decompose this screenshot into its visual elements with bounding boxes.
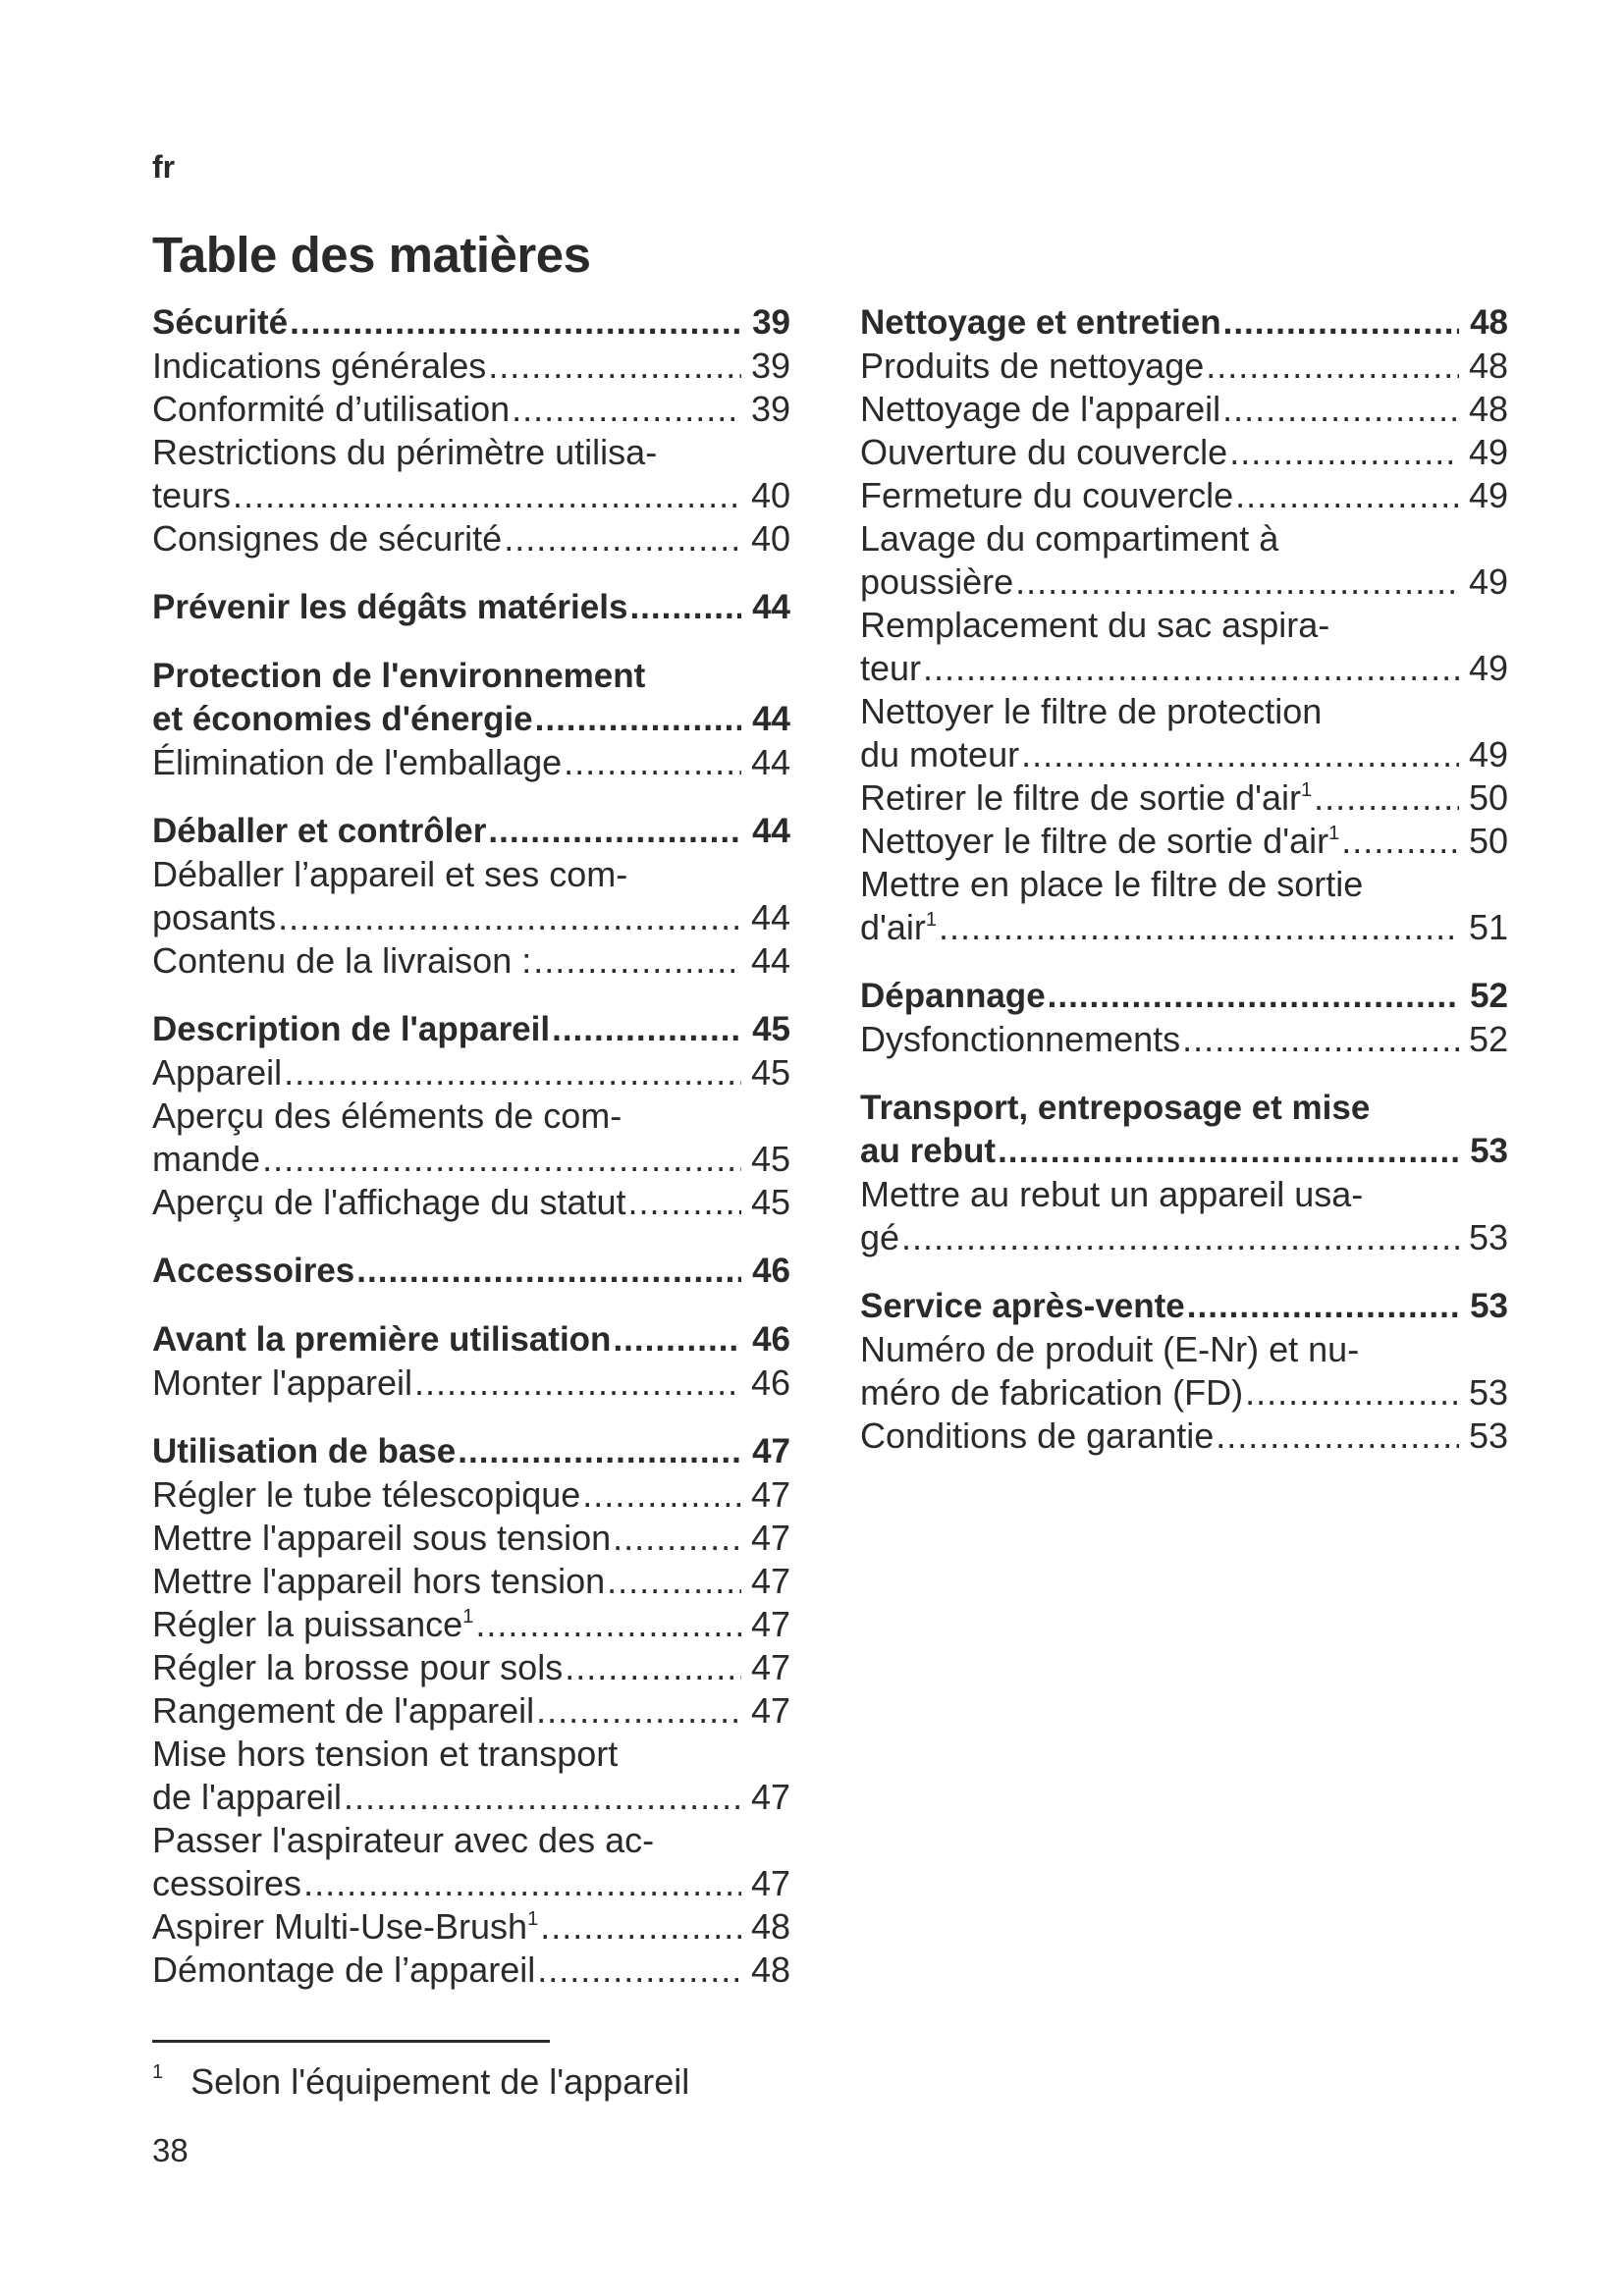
footnote-separator [152,2040,550,2043]
dot-leader [1222,388,1459,431]
toc-entry[interactable] [152,474,790,517]
entry-title-line: Aperçu des éléments de com- [152,1095,623,1136]
page-ref: 44 [752,812,790,850]
section-title [860,1130,996,1173]
toc-entry[interactable] [152,1051,790,1095]
page-ref: 40 [750,475,790,515]
entry-title-line: Mettre en place le filtre de sortie [860,864,1364,904]
dot-leader [1314,776,1459,820]
dot-leader [1235,474,1459,517]
section-title [152,1008,550,1051]
title-text: méro de fabrication (FD) [860,1372,1244,1413]
entry-title [860,647,921,690]
title-text: Monter l'appareil [152,1362,413,1403]
entry-title [152,1949,535,1992]
entry-title [152,896,276,939]
dot-leader [1182,1018,1459,1061]
page-ref: 53 [1468,1372,1508,1413]
page-ref: 53 [1468,1217,1508,1257]
page-ref: 47 [750,1690,790,1731]
page-ref: 47 [750,1777,790,1817]
entry-title [860,1216,899,1259]
entry-title [152,1905,538,1949]
toc-section [152,1008,790,1224]
title-text: du moteur [860,734,1020,774]
toc-entry[interactable] [860,776,1508,820]
toc-entry[interactable] [152,1517,790,1560]
toc-entry[interactable] [152,1560,790,1603]
footnote-ref: 1 [925,909,938,931]
title-text: Accessoires [152,1252,355,1290]
entry-title [152,741,562,784]
title-text: Mettre l'appareil sous tension [152,1518,612,1558]
entry-title [152,1560,605,1603]
dot-leader [535,698,741,741]
entry-title [152,388,510,431]
toc-entry[interactable] [860,906,1508,949]
toc-entry[interactable] [152,1862,790,1905]
entry-title [152,1646,563,1689]
dot-leader [613,1318,741,1362]
dot-leader [262,1138,741,1181]
title-text: Démontage de l’appareil [152,1949,536,1990]
toc-entry[interactable] [860,1018,1508,1061]
entry-title [860,906,937,949]
entry-title [152,1862,301,1905]
footnote-text: Selon l'équipement de l'appareil [190,2061,690,2102]
dot-leader [607,1560,741,1603]
page-ref: 46 [750,1362,790,1403]
footnote-marker: 1 [152,2061,164,2083]
page-ref: 52 [1468,1019,1508,1059]
title-text: Utilisation de base [152,1432,457,1470]
footnote [152,2061,689,2103]
page-ref: 51 [1468,907,1508,947]
toc-entry[interactable] [152,896,790,939]
title-text: Aspirer Multi-Use-Brush [152,1906,528,1947]
toc-section [152,1318,790,1405]
dot-leader [290,301,741,345]
entry-title-line: Numéro de produit (E-Nr) et nu- [860,1329,1360,1369]
title-text: Conformité d’utilisation [152,389,511,429]
page-ref: 45 [750,1182,790,1222]
page-ref: 46 [752,1252,790,1290]
toc-section-heading[interactable] [152,1318,790,1362]
entry-title [152,517,502,561]
entry-title [152,1051,282,1095]
toc-section-heading[interactable] [152,1250,790,1293]
page-ref: 49 [1468,734,1508,774]
title-text: Mettre l'appareil hors tension [152,1561,606,1601]
toc-section-heading[interactable] [152,1008,790,1051]
dot-leader [414,1362,741,1405]
toc-entry[interactable] [860,1371,1508,1415]
dot-leader [1223,301,1459,345]
toc-section [152,810,790,983]
entry-title [152,1517,611,1560]
entry-title [152,1473,580,1517]
section-title [152,1430,456,1473]
title-text: Contenu de la livraison : [152,940,532,981]
page-ref: 39 [750,346,790,386]
title-text: Rangement de l'appareil [152,1690,535,1731]
title-text: Régler la puissance [152,1604,463,1644]
entry-title [860,474,1233,517]
page-ref: 48 [750,1906,790,1947]
dot-leader [233,474,741,517]
entry-title [860,820,1339,863]
toc-entry[interactable] [152,1689,790,1733]
page-ref: 49 [1468,475,1508,515]
dot-leader [475,1603,741,1646]
title-text: Indications générales [152,346,487,386]
page-ref: 52 [1470,977,1508,1015]
title-text: Élimination de l'emballage [152,742,563,782]
title-text: Produits de nettoyage [860,346,1205,386]
title-text: Dépannage [860,977,1046,1015]
section-title [152,698,533,741]
toc-entry[interactable] [860,1415,1508,1458]
title-text: Nettoyage et entretien [860,303,1221,342]
dot-leader [901,1216,1459,1259]
title-text: Régler la brosse pour sols [152,1647,564,1687]
toc-entry[interactable] [152,1181,790,1224]
toc-entry[interactable] [152,1138,790,1181]
title-text: Sécurité [152,303,289,342]
page-title: Table des matières [152,227,591,283]
page-ref: 39 [750,389,790,429]
footnote-ref: 1 [527,1908,539,1930]
toc-section-heading[interactable] [860,1130,1508,1173]
entry-title [152,1603,473,1646]
dot-leader [537,1949,741,1992]
entry-title-line: Passer l'aspirateur avec des ac- [152,1820,655,1860]
entry-title-line: Mettre au rebut un appareil usa- [860,1174,1364,1214]
toc-entry[interactable] [860,561,1508,604]
dot-leader [512,388,741,431]
title-text: Conditions de garantie [860,1415,1215,1456]
title-text: Service après-vente [860,1287,1185,1325]
entry-title [860,1018,1180,1061]
dot-leader [488,810,741,853]
entry-title [152,345,486,388]
page-ref: 45 [750,1139,790,1179]
toc-entry[interactable] [860,388,1508,431]
title-text: Déballer et contrôler [152,812,487,850]
page-ref: 44 [750,940,790,981]
title-text: Appareil [152,1052,283,1093]
toc-entry[interactable] [152,517,790,561]
footnote-ref: 1 [462,1606,474,1628]
dot-leader [1229,431,1459,474]
page-ref: 50 [1468,821,1508,861]
title-text: Fermeture du couvercle [860,475,1234,515]
footnote-ref: 1 [1328,823,1340,844]
page-ref: 39 [752,303,790,342]
section-title [860,301,1221,345]
toc-entry[interactable] [152,1603,790,1646]
toc-entry[interactable] [152,1646,790,1689]
title-text: teur [860,648,922,688]
page-ref: 47 [750,1518,790,1558]
page-ref: 50 [1468,777,1508,818]
dot-leader [458,1430,741,1473]
dot-leader [1187,1285,1459,1328]
title-text: poussière [860,561,1014,602]
entry-title [152,1138,260,1181]
page-ref: 44 [752,700,790,738]
title-text: d'air [860,907,926,947]
dot-leader [1206,345,1459,388]
toc-section-heading[interactable] [152,698,790,741]
page-ref: 48 [1468,346,1508,386]
dot-leader [536,1689,741,1733]
page-ref: 53 [1470,1287,1508,1325]
toc-entry[interactable] [860,345,1508,388]
toc-entry[interactable] [860,431,1508,474]
title-text: Avant la première utilisation [152,1320,612,1359]
entry-title-line: Remplacement du sac aspira- [860,605,1330,645]
toc-section [152,586,790,629]
toc-entry[interactable] [152,1776,790,1819]
dot-leader [629,586,741,629]
page-number: 38 [152,2132,189,2168]
title-text: Régler le tube télescopique [152,1474,581,1515]
page-ref: 49 [1468,561,1508,602]
page-ref: 45 [750,1052,790,1093]
title-text: teurs [152,475,232,515]
entry-title [860,431,1227,474]
entry-title [152,1776,342,1819]
dot-leader [1341,820,1459,863]
section-title [152,301,288,345]
page-ref: 53 [1468,1415,1508,1456]
page-ref: 47 [750,1474,790,1515]
toc-section-heading[interactable] [152,810,790,853]
section-title [152,810,486,853]
page-ref: 53 [1470,1132,1508,1170]
entry-title-line: Mise hors tension et transport [152,1734,619,1774]
entry-title [860,776,1312,820]
entry-title [152,1689,534,1733]
toc-section [152,301,790,561]
toc-entry[interactable] [152,1362,790,1405]
title-text: Consignes de sécurité [152,518,503,559]
toc-section-heading[interactable] [152,1430,790,1473]
title-text: mande [152,1139,261,1179]
entry-title [860,1371,1243,1415]
entry-title-line: Déballer l’appareil et ses com- [152,854,628,894]
title-text: au rebut [860,1132,997,1170]
toc-section [860,1285,1508,1458]
title-text: Description de l'appareil [152,1010,551,1048]
toc-entry[interactable] [152,388,790,431]
title-text: Prévenir les dégâts matériels [152,588,628,626]
title-text: Nettoyer le filtre de sortie d'air [860,821,1329,861]
toc-right-column [860,301,1508,1483]
page-ref: 44 [750,742,790,782]
toc-section [152,1430,790,1992]
page-ref: 47 [750,1604,790,1644]
toc-section-heading[interactable] [860,975,1508,1018]
toc-entry[interactable] [860,733,1508,776]
toc-section-heading[interactable] [152,586,790,629]
dot-leader [582,1473,741,1517]
dot-leader [939,906,1459,949]
page-ref: 45 [752,1010,790,1048]
toc-left-column [152,301,790,2017]
entry-title [860,733,1019,776]
dot-leader [1021,733,1459,776]
toc-entry[interactable] [860,647,1508,690]
section-title [860,975,1046,1018]
section-title-line: Protection de l'environnement [152,657,646,695]
toc-entry[interactable] [152,741,790,784]
toc-entry[interactable] [152,345,790,388]
page-ref: 47 [750,1647,790,1687]
title-text: Nettoyage de l'appareil [860,389,1221,429]
dot-leader [1245,1371,1459,1415]
entry-title [152,939,531,983]
entry-title-line: Restrictions du périmètre utilisa- [152,432,658,472]
page-ref: 44 [752,588,790,626]
title-text: gé [860,1217,900,1257]
dot-leader [1216,1415,1459,1458]
dot-leader [278,896,741,939]
toc-entry[interactable] [152,1949,790,1992]
toc-entry[interactable] [860,474,1508,517]
toc-entry[interactable] [860,820,1508,863]
toc-entry[interactable] [152,939,790,983]
page-ref: 47 [750,1863,790,1903]
toc-section [152,1250,790,1293]
title-text: Retirer le filtre de sortie d'air [860,777,1302,818]
dot-leader [533,939,741,983]
dot-leader [303,1862,741,1905]
entry-title-line: Nettoyer le filtre de protection [860,691,1323,731]
title-text: et économies d'énergie [152,700,533,738]
page-ref: 40 [750,518,790,559]
title-text: posants [152,897,277,937]
dot-leader [504,517,741,561]
section-title-line: Transport, entreposage et mise [860,1089,1371,1127]
page-ref: 47 [752,1432,790,1470]
section-title [152,1318,611,1362]
dot-leader [564,741,741,784]
page-ref: 49 [1468,432,1508,472]
dot-leader [565,1646,741,1689]
section-title [860,1285,1185,1328]
entry-title [152,1362,412,1405]
toc-section-heading[interactable] [860,301,1508,345]
toc-section-heading[interactable] [860,1285,1508,1328]
section-title [152,586,627,629]
page-ref: 48 [1470,303,1508,342]
entry-title [152,1181,626,1224]
entry-title [860,561,1013,604]
dot-leader [488,345,741,388]
page-ref: 46 [752,1320,790,1359]
entry-title [860,388,1220,431]
entry-title [152,474,231,517]
dot-leader [1015,561,1459,604]
toc-section [860,301,1508,949]
toc-section-heading[interactable] [152,301,790,345]
section-title [152,1250,354,1293]
dot-leader [923,647,1459,690]
dot-leader [998,1130,1459,1173]
entry-title-line: Lavage du compartiment à [860,518,1279,559]
dot-leader [613,1517,741,1560]
toc-entry[interactable] [152,1473,790,1517]
dot-leader [284,1051,741,1095]
page-ref: 48 [1468,389,1508,429]
dot-leader [628,1181,741,1224]
page-ref: 47 [750,1561,790,1601]
title-text: Ouverture du couvercle [860,432,1228,472]
toc-section [860,1087,1508,1259]
toc-section [152,655,790,784]
title-text: Aperçu de l'affichage du statut [152,1182,626,1222]
page-ref: 48 [750,1949,790,1990]
title-text: cessoires [152,1863,302,1903]
dot-leader [552,1008,741,1051]
page-ref: 44 [750,897,790,937]
dot-leader [1048,975,1459,1018]
dot-leader [540,1905,741,1949]
entry-title [860,1415,1214,1458]
page-ref: 49 [1468,648,1508,688]
language-code: fr [152,149,176,185]
footnote-ref: 1 [1301,779,1313,801]
toc-entry[interactable] [152,1905,790,1949]
entry-title [860,345,1204,388]
toc-entry[interactable] [860,1216,1508,1259]
title-text: de l'appareil [152,1777,343,1817]
dot-leader [344,1776,741,1819]
toc-section [860,975,1508,1061]
dot-leader [356,1250,741,1293]
title-text: Dysfonctionnements [860,1019,1181,1059]
